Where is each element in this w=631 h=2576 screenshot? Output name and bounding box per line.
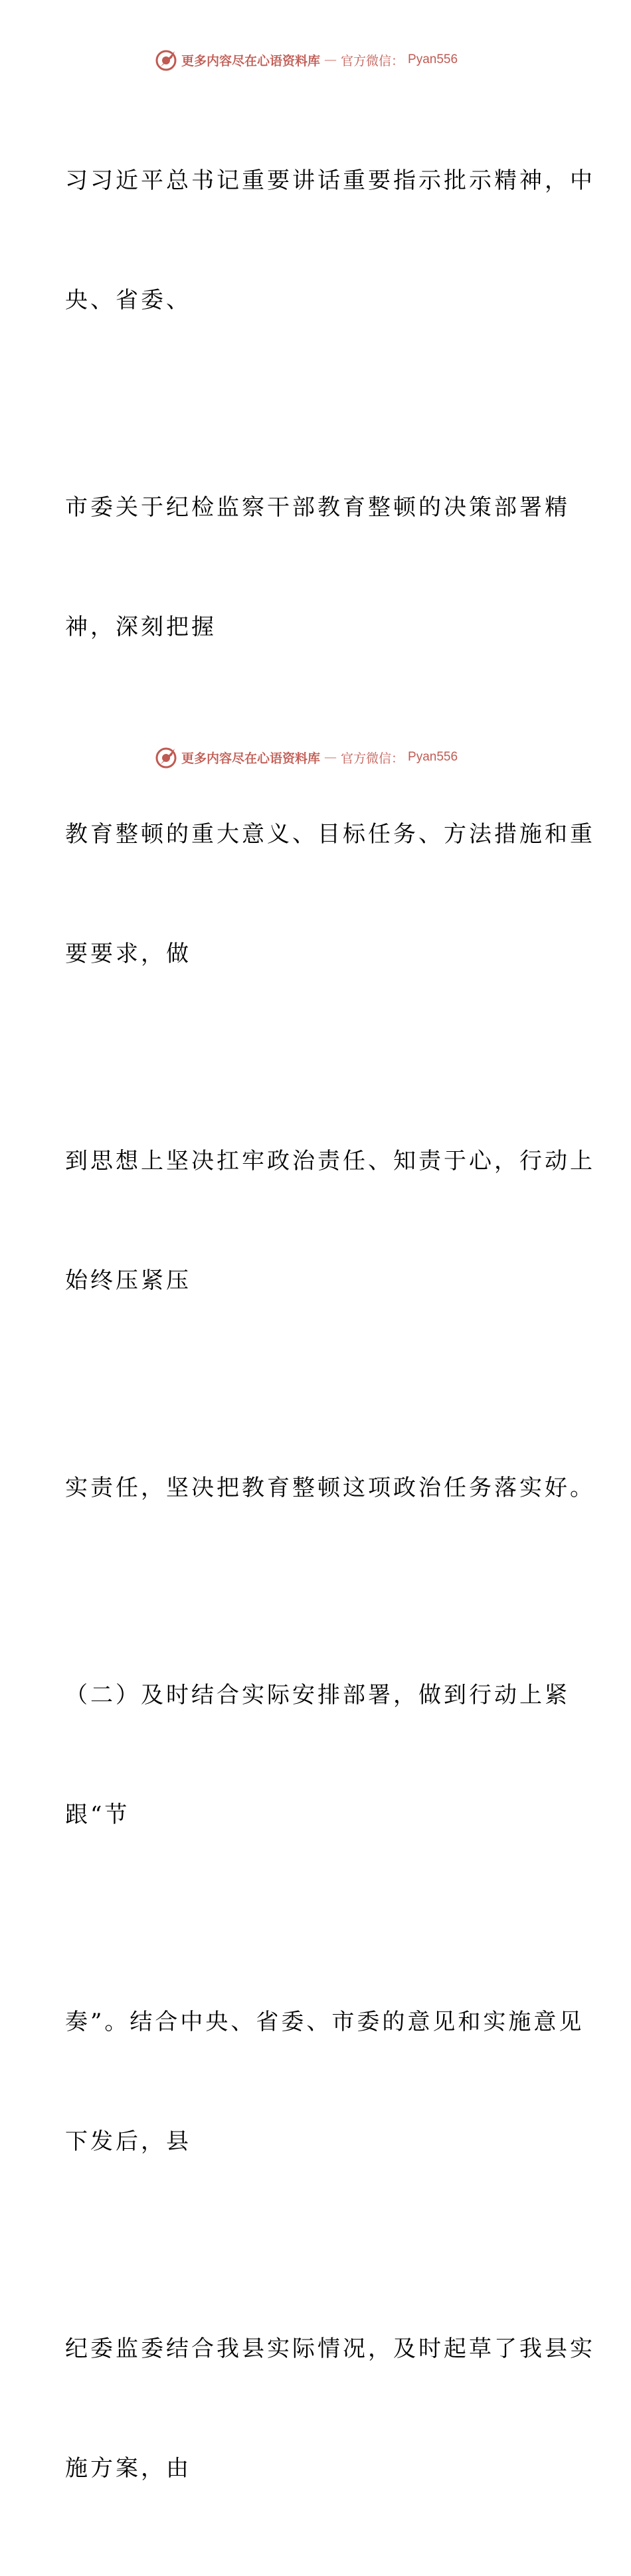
text-line: 要要求，做 xyxy=(65,941,191,967)
text-line: 始终压紧压 xyxy=(65,1267,191,1294)
text-line: 习习近平总书记重要讲话重要指示批示精神，中 xyxy=(65,167,595,194)
document-body xyxy=(65,81,595,2576)
paragraph xyxy=(65,408,570,727)
watermark-title: 更多内容尽在心语资料库 xyxy=(181,751,321,766)
text-line: 央、省委、 xyxy=(65,287,191,314)
watermark-wechat-id: Pyan556 xyxy=(408,750,458,764)
watermark-separator: — xyxy=(324,750,337,765)
text-line: 教育整顿的重大意义、目标任务、方法措施和重 xyxy=(65,821,595,848)
paragraph xyxy=(65,2249,595,2568)
text-line: 神，深刻把握 xyxy=(65,614,217,640)
text-line: （二）及时结合实际安排部署，做到行动上紧 xyxy=(65,1682,570,1708)
text-line: 下发后，县 xyxy=(65,2128,191,2155)
paragraph xyxy=(65,735,595,1054)
watermark-title: 更多内容尽在心语资料库 xyxy=(181,53,321,68)
footer-watermark xyxy=(155,745,458,769)
paragraph xyxy=(65,1596,570,1914)
text-line: 市委关于纪检监察干部教育整顿的决策部署精 xyxy=(65,494,570,521)
watermark-separator: — xyxy=(324,52,337,67)
paragraph xyxy=(65,81,595,400)
text-line: 实责任，坚决把教育整顿这项政治任务落实好。 xyxy=(65,1475,595,1501)
paragraph xyxy=(65,1388,595,1588)
quill-logo-icon xyxy=(155,48,177,71)
watermark-wechat-id: Pyan556 xyxy=(408,52,458,66)
text-line: 奏”。结合中央、省委、市委的意见和实施意见 xyxy=(65,2009,585,2035)
text-line: 跟“节 xyxy=(65,1801,130,1828)
text-line: 施方案，由 xyxy=(65,2455,191,2482)
text-line: 纪委监委结合我县实际情况，及时起草了我县实 xyxy=(65,2336,595,2362)
quill-logo-icon xyxy=(155,746,177,769)
paragraph xyxy=(65,1922,585,2241)
watermark-wechat-label: 官方微信： xyxy=(341,751,405,766)
text-line: 到思想上坚决扛牢政治责任、知责于心，行动上 xyxy=(65,1148,595,1174)
paragraph xyxy=(65,1061,595,1380)
watermark-wechat-label: 官方微信： xyxy=(341,53,405,68)
header-watermark xyxy=(155,48,458,72)
